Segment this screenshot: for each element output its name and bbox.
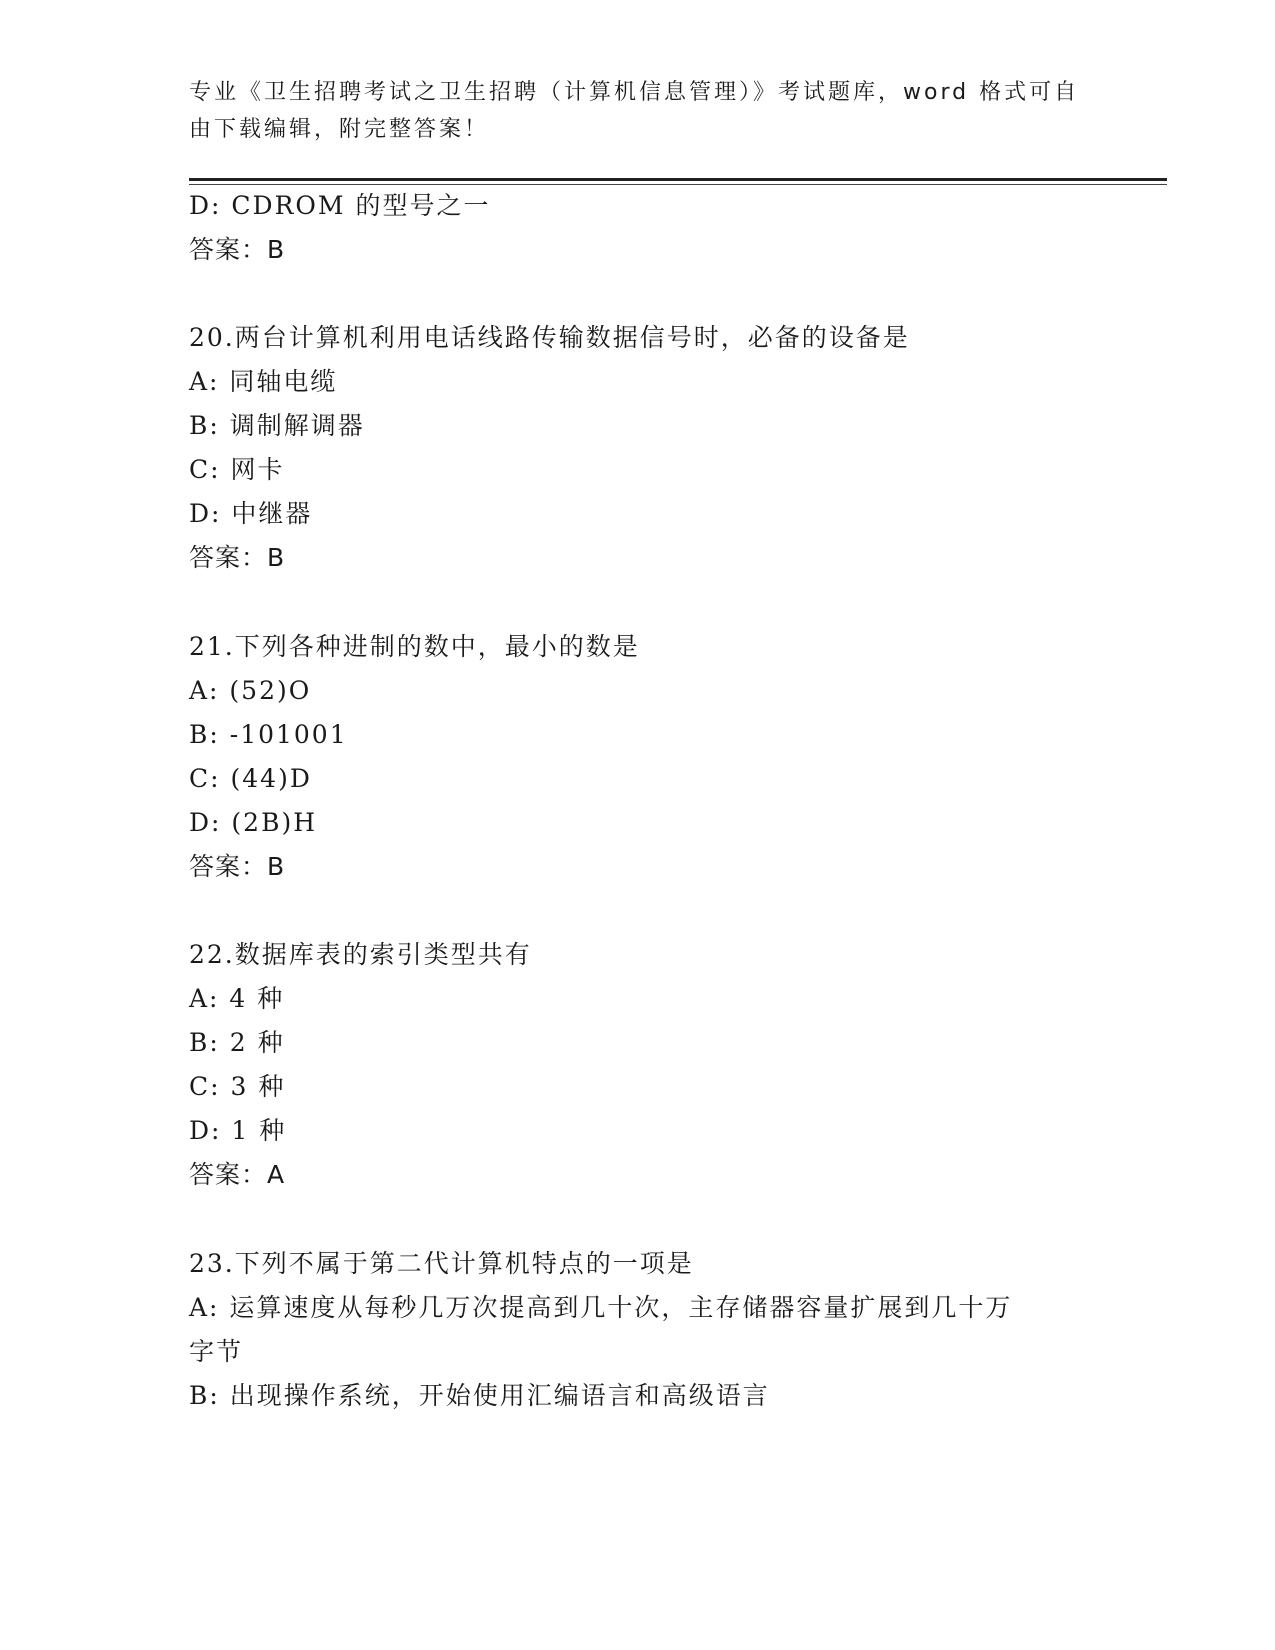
q22-question: 22.数据库表的索引类型共有 xyxy=(189,940,532,969)
q21-answer: 答案：B xyxy=(189,852,286,881)
q22-option-b: B: 2 种 xyxy=(189,1028,285,1057)
header-line-2: 由下载编辑，附完整答案！ xyxy=(189,117,490,142)
q20-option-a: A: 同轴电缆 xyxy=(189,367,338,396)
prev-option-d: D: CDROM 的型号之一 xyxy=(189,191,491,220)
q23-question: 23.下列不属于第二代计算机特点的一项是 xyxy=(189,1249,694,1278)
q23-option-a: A: 运算速度从每秒几万次提高到几十次，主存储器容量扩展到几十万 xyxy=(189,1293,1013,1322)
prev-answer: 答案：B xyxy=(189,235,286,264)
q20-question: 20.两台计算机利用电话线路传输数据信号时，必备的设备是 xyxy=(189,323,910,352)
q22-option-a: A: 4 种 xyxy=(189,984,285,1013)
header-divider-thin xyxy=(189,184,1167,185)
q21-question: 21.下列各种进制的数中，最小的数是 xyxy=(189,632,640,661)
q23-option-b: B: 出现操作系统，开始使用汇编语言和高级语言 xyxy=(189,1381,770,1410)
document-header xyxy=(189,74,1089,148)
header-divider xyxy=(189,178,1167,181)
q22-option-d: D: 1 种 xyxy=(189,1116,287,1145)
q22-answer: 答案：A xyxy=(189,1160,286,1189)
q20-option-c: C: 网卡 xyxy=(189,455,285,484)
q20-option-b: B: 调制解调器 xyxy=(189,411,365,440)
q23-option-a-continued: 字节 xyxy=(189,1337,244,1366)
q20-option-d: D: 中继器 xyxy=(189,499,313,528)
q20-answer: 答案：B xyxy=(189,543,286,572)
q21-option-d: D: (2B)H xyxy=(189,808,317,837)
q22-option-c: C: 3 种 xyxy=(189,1072,286,1101)
q21-option-b: B: -101001 xyxy=(189,720,348,749)
header-line-1: 专业《卫生招聘考试之卫生招聘（计算机信息管理）》考试题库，word 格式可自 xyxy=(189,80,1080,105)
q21-option-a: A: (52)O xyxy=(189,676,312,705)
q21-option-c: C: (44)D xyxy=(189,764,312,793)
